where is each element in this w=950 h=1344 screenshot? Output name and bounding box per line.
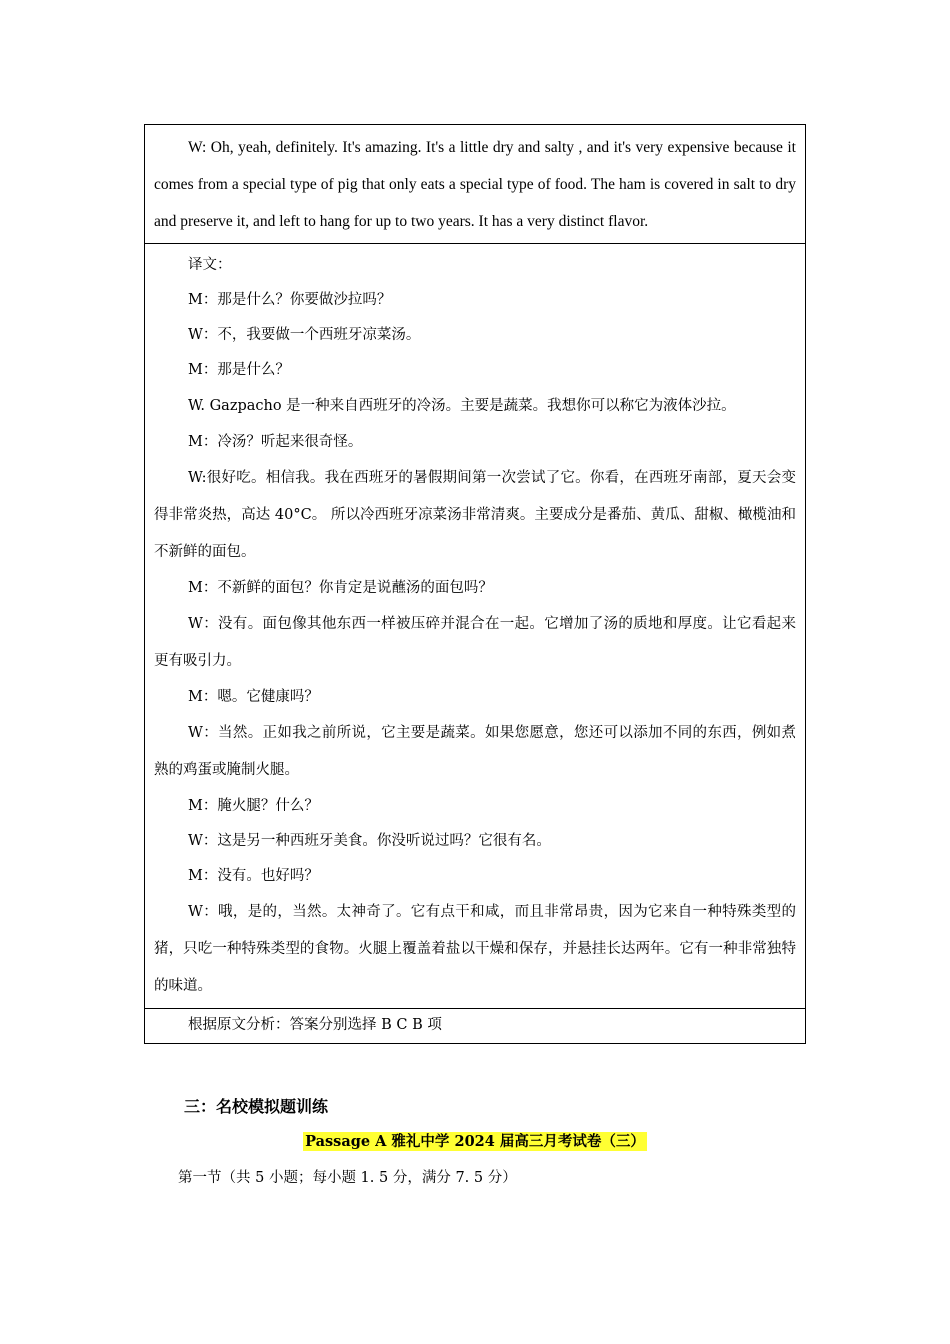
- translation-cell: [145, 244, 805, 1009]
- english-paragraph: W: Oh, yeah, definitely. It's amazing. It's a little dry and salty , and it's very expensive because it comes from a special type of pig that only eats a special type of food. The ham is covered in salt to dry and preserve it, and left to hang for up to two years. It has a very distinct flavor.: [154, 139, 796, 230]
- translation-line: M：那是什么？你要做沙拉吗？: [188, 292, 392, 308]
- section-note: 第一节（共 5 小题；每小题 1. 5 分，满分 7. 5 分）: [178, 1170, 517, 1186]
- translation-line: M：那是什么？: [188, 362, 290, 378]
- translation-line: W：哦，是的，当然。太神奇了。它有点干和咸，而且非常昂贵，因为它来自一种特殊类型的猪，只吃一种特殊类型的食物。火腿上覆盖着盐以干燥和保存，并悬挂长达两年。它有一种非常独特的味道。: [154, 904, 796, 994]
- translation-line: M：腌火腿？什么？: [188, 798, 319, 814]
- translation-line: W:很好吃。相信我。我在西班牙的暑假期间第一次尝试了它。你看，在西班牙南部，夏天会变得非常炎热，高达 40°C。 所以冷西班牙凉菜汤非常清爽。主要成分是番茄、黄瓜、甜椒、橄榄油和不新鲜的面包。: [154, 470, 796, 560]
- translation-line: W：不，我要做一个西班牙凉菜汤。: [188, 327, 421, 343]
- translation-line: W：当然。正如我之前所说，它主要是蔬菜。如果您愿意，您还可以添加不同的东西，例如煮熟的鸡蛋或腌制火腿。: [154, 725, 796, 778]
- translation-line: M：冷汤？听起来很奇怪。: [188, 434, 363, 450]
- passage-title-highlight: Passage A 雅礼中学 2024 届高三月考试卷（三）: [305, 1133, 645, 1150]
- translation-line: M：不新鲜的面包？你肯定是说蘸汤的面包吗？: [188, 580, 493, 596]
- translation-line: 译文：: [188, 257, 232, 273]
- translation-line: W. Gazpacho 是一种来自西班牙的冷汤。主要是蔬菜。我想你可以称它为液体沙拉。: [188, 398, 736, 414]
- section-heading: 三：名校模拟题训练: [184, 1097, 329, 1116]
- translation-line: W：没有。面包像其他东西一样被压碎并混合在一起。它增加了汤的质地和厚度。让它看起来更有吸引力。: [154, 616, 796, 669]
- analysis-cell: [145, 1009, 805, 1043]
- answer-table: [144, 124, 806, 1044]
- english-cell: [145, 125, 805, 244]
- translation-line: M：没有。也好吗？: [188, 868, 319, 884]
- passage-title: [0, 1130, 950, 1151]
- translation-line: W：这是另一种西班牙美食。你没听说过吗？它很有名。: [188, 833, 551, 849]
- translation-line: M：嗯。它健康吗？: [188, 689, 319, 705]
- analysis-text: 根据原文分析：答案分别选择 B C B 项: [188, 1017, 442, 1033]
